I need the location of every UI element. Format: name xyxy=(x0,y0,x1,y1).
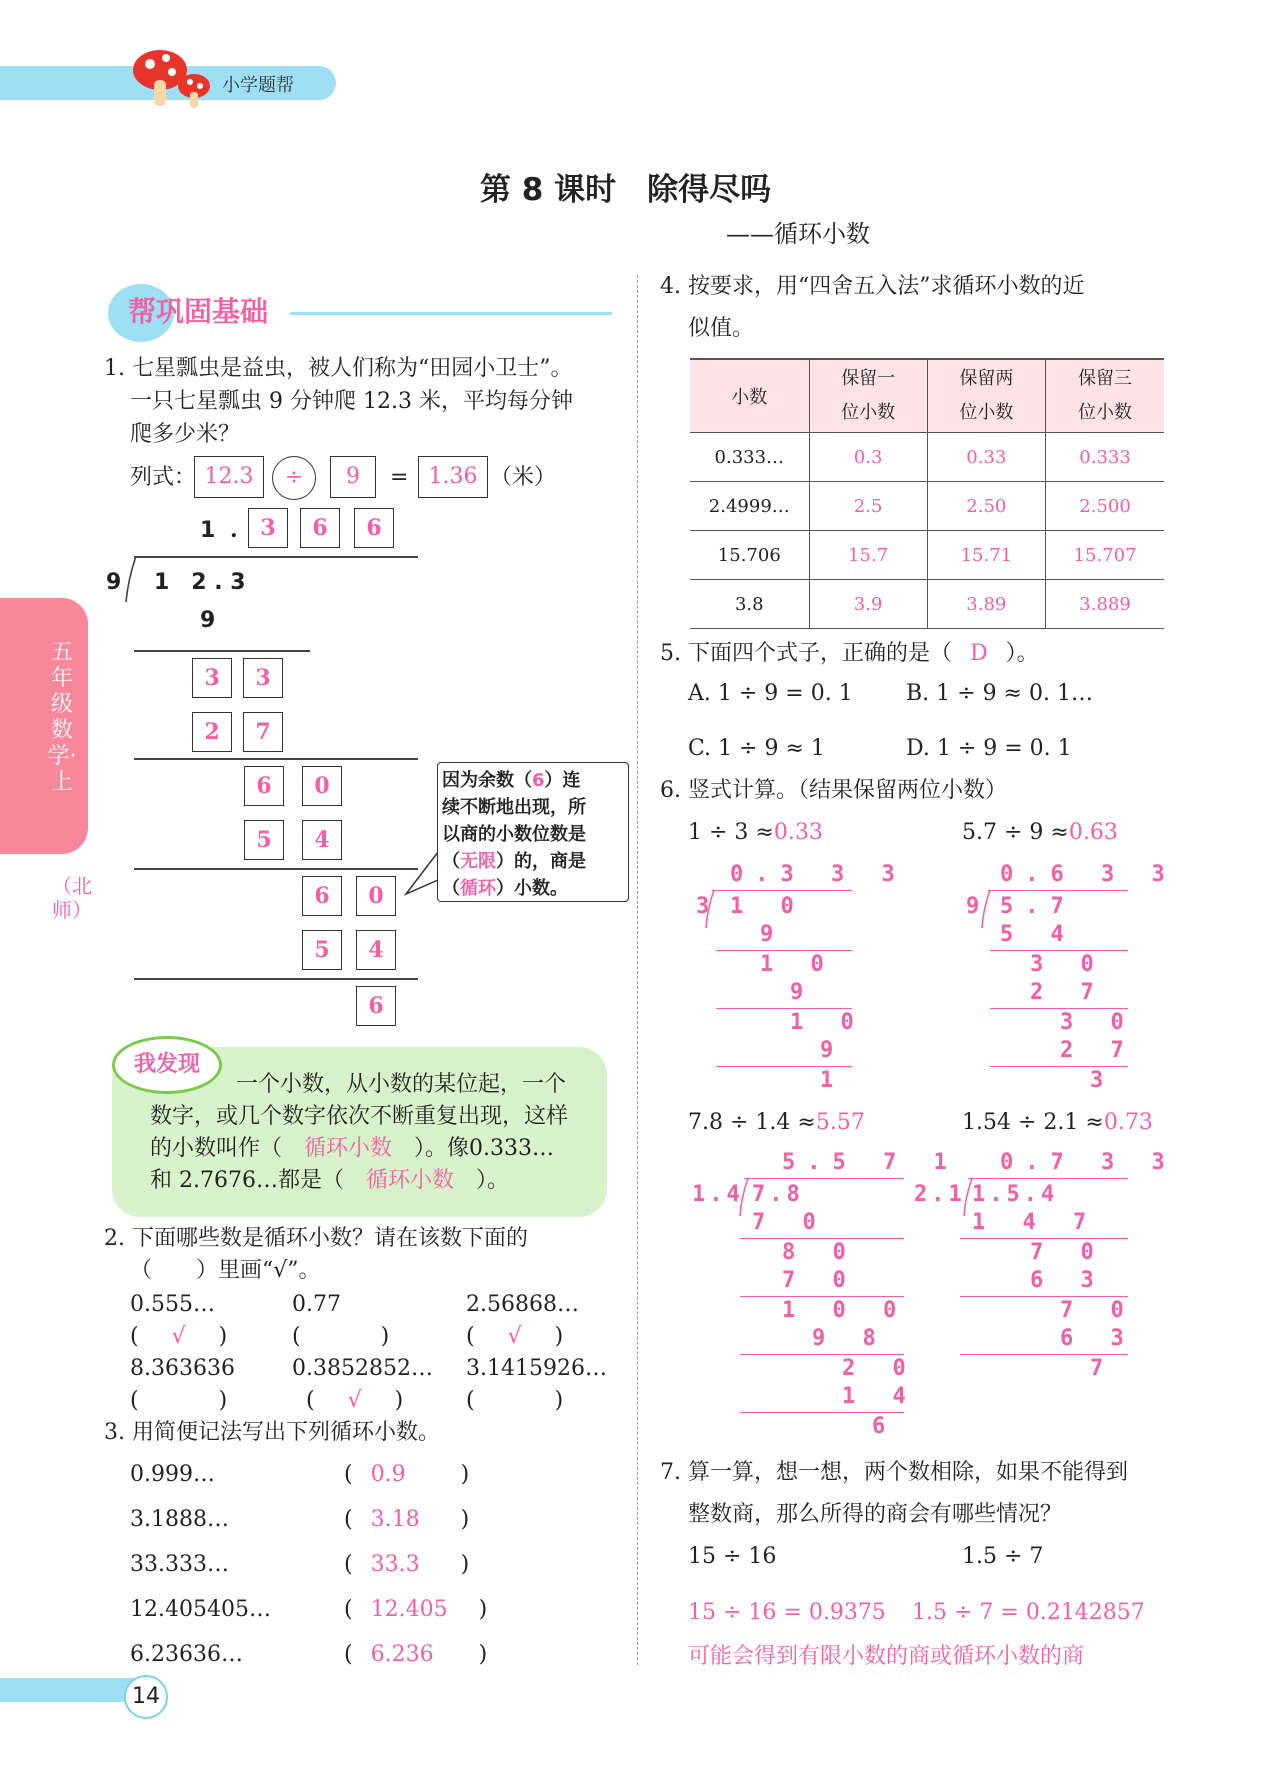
step-line xyxy=(134,978,418,980)
div2-line xyxy=(990,1008,1128,1009)
div2-line xyxy=(990,1066,1128,1067)
lesson-subtitle: ——循环小数 xyxy=(726,220,870,248)
q2-line2: （ ）里画“√”。 xyxy=(130,1258,321,1283)
step-digit: 3 xyxy=(243,658,283,698)
q3-num: 12.405405… xyxy=(130,1597,271,1622)
discover-line2: 数字，或几个数字依次不断重复出现，这样 xyxy=(150,1104,569,1129)
div3-quotient: 5.5 7 1 xyxy=(782,1150,959,1175)
q3-title: 3. 用简便记法写出下列循环小数。 xyxy=(104,1420,440,1445)
div2-remainder: 3 xyxy=(1090,1068,1116,1093)
discover-line1: 一个小数，从小数的某位起，一个 xyxy=(236,1072,567,1097)
div3-step: 7 0 xyxy=(752,1210,828,1235)
cell-answer: 3.9 xyxy=(809,580,927,629)
div4-bar xyxy=(968,1178,1128,1179)
cell-answer: 3.89 xyxy=(927,580,1045,629)
q3-answer: ( 33.3 ) xyxy=(344,1552,470,1577)
footer-band xyxy=(0,1678,140,1702)
result-box: 1.36 xyxy=(418,456,488,498)
cell-answer: 0.3 xyxy=(809,433,927,482)
div3-bar xyxy=(744,1178,904,1179)
div2-step: 5 4 xyxy=(1000,922,1076,947)
q2-num: 2.56868… xyxy=(466,1292,579,1317)
div3-step: 1 0 0 xyxy=(782,1298,909,1323)
q3-answer: ( 3.18 ) xyxy=(344,1507,470,1532)
q7-conclusion: 可能会得到有限小数的商或循环小数的商 xyxy=(688,1644,1085,1669)
cell-decimal: 2.4999… xyxy=(690,482,809,531)
div3-line xyxy=(740,1412,904,1413)
approx-table xyxy=(690,358,1164,629)
div4-step: 6 3 xyxy=(1030,1268,1106,1293)
quotient-digit: 6 xyxy=(354,508,394,548)
q3-answer: ( 0.9 ) xyxy=(344,1462,470,1487)
q5-option-c: C. 1 ÷ 9 ≈ 1 xyxy=(688,736,825,761)
div4-remainder: 7 xyxy=(1090,1356,1116,1381)
div1-step: 9 xyxy=(760,922,786,947)
discover-line4: 和 2.7676…都是（ 循环小数 ）。 xyxy=(150,1168,510,1193)
q5-option-b: B. 1 ÷ 9 ≈ 0. 1… xyxy=(906,681,1093,706)
step-line xyxy=(134,650,310,652)
cell-answer: 0.33 xyxy=(927,433,1045,482)
q7-answer1: 15 ÷ 16 = 0.9375 xyxy=(688,1600,886,1625)
div2-step: 2 7 xyxy=(1060,1038,1136,1063)
q4-line1: 4. 按要求，用“四舍五入法”求循环小数的近 xyxy=(660,274,1085,299)
q1-line3: 爬多少米？ xyxy=(130,422,241,447)
quotient-int: 1 xyxy=(200,518,216,543)
step-digit: 4 xyxy=(302,820,342,860)
div1-line xyxy=(716,950,852,951)
cell-answer: 2.5 xyxy=(809,482,927,531)
div2-quotient: 0.6 3 3 xyxy=(1000,862,1177,887)
q2-num: 0.555… xyxy=(130,1292,215,1317)
div1-bar xyxy=(712,890,852,891)
q3-num: 0.999… xyxy=(130,1462,215,1487)
div3-line xyxy=(740,1296,904,1297)
long-divisor: 9 xyxy=(106,570,122,595)
quotient-dot: . xyxy=(230,517,238,543)
q7-prob2: 1.5 ÷ 7 xyxy=(962,1544,1044,1569)
side-edition-label: （北师） xyxy=(52,874,92,922)
div4-line xyxy=(960,1296,1128,1297)
equals-sign: = xyxy=(390,465,409,490)
div4-step: 7 0 xyxy=(1060,1298,1136,1323)
section-rule xyxy=(290,312,612,315)
step-digit: 5 xyxy=(302,930,342,970)
cell-answer: 2.50 xyxy=(927,482,1045,531)
div4-line xyxy=(960,1354,1128,1355)
div1-step: 1 0 xyxy=(790,1010,866,1035)
step-digit: 3 xyxy=(192,658,232,698)
q2-answer: ( ) xyxy=(130,1388,228,1413)
q7-answer2: 1.5 ÷ 7 = 0.2142857 xyxy=(912,1600,1145,1625)
dividend-box: 12.3 xyxy=(194,456,264,498)
division-bar xyxy=(134,556,418,558)
lesson-title: 第 8 课时 除得尽吗 xyxy=(480,172,772,208)
divisor-box: 9 xyxy=(330,456,376,498)
div3-divisor: 1.4 xyxy=(692,1182,744,1207)
q3-num: 6.23636… xyxy=(130,1642,243,1667)
mushroom-icon xyxy=(128,44,218,114)
div3-step: 8 0 xyxy=(782,1240,858,1265)
div1-line xyxy=(716,1008,852,1009)
q7-prob1: 15 ÷ 16 xyxy=(688,1544,777,1569)
cell-answer: 15.707 xyxy=(1046,531,1164,580)
div1-step: 9 xyxy=(790,980,816,1005)
div2-bar xyxy=(988,890,1128,891)
q2-answer: ( √ ) xyxy=(466,1324,564,1349)
div1-divisor: 3 xyxy=(696,894,722,919)
brand-name: 小学题帮 xyxy=(222,75,294,96)
q2-line1: 2. 下面哪些数是循环小数？请在该数下面的 xyxy=(104,1226,528,1251)
div3-line xyxy=(740,1238,904,1239)
div4-step: 1 4 7 xyxy=(972,1210,1099,1235)
div1-step: 9 xyxy=(820,1038,846,1063)
cell-answer: 0.333 xyxy=(1046,433,1164,482)
div1-remainder: 1 xyxy=(820,1068,846,1093)
q6-title: 6. 竖式计算。（结果保留两位小数） xyxy=(660,778,1007,803)
quotient-digit: 6 xyxy=(300,508,340,548)
step-digit: 0 xyxy=(302,766,342,806)
page-number: 14 xyxy=(124,1675,168,1719)
quotient-digit: 3 xyxy=(248,508,288,548)
step-digit: 0 xyxy=(356,876,396,916)
q5-option-d: D. 1 ÷ 9 = 0. 1 xyxy=(906,736,1072,761)
div4-step: 7 0 xyxy=(1030,1240,1106,1265)
th-three-place: 保留三 位小数 xyxy=(1046,359,1164,433)
q1-line2: 一只七星瓢虫 9 分钟爬 12.3 米，平均每分钟 xyxy=(130,389,573,414)
cell-answer: 15.71 xyxy=(927,531,1045,580)
step-digit: 6 xyxy=(302,876,342,916)
div3-remainder: 6 xyxy=(872,1414,898,1439)
q7-line1: 7. 算一算，想一想，两个数相除，如果不能得到 xyxy=(660,1460,1128,1485)
q2-num: 3.1415926… xyxy=(466,1356,607,1381)
div1-step: 1 0 xyxy=(760,952,836,977)
div4-divisor: 2.1 xyxy=(914,1182,966,1207)
th-decimal: 小数 xyxy=(690,359,809,433)
step-line xyxy=(134,758,418,760)
div3-step: 1 4 xyxy=(842,1384,918,1409)
div1-line xyxy=(716,1066,852,1067)
q3-num: 33.333… xyxy=(130,1552,229,1577)
div2-dividend: 5.7 xyxy=(1000,894,1076,919)
q1-line1: 1. 七星瓢虫是益虫，被人们称为“田园小卫士”。 xyxy=(104,356,573,381)
step-digit: 6 xyxy=(356,986,396,1026)
div4-line xyxy=(960,1238,1128,1239)
q7-line2: 整数商，那么所得的商会有哪些情况？ xyxy=(688,1502,1063,1527)
division-bracket xyxy=(124,556,140,604)
step-line xyxy=(134,868,418,870)
q2-num: 0.77 xyxy=(292,1292,341,1317)
div3-dividend: 7.8 xyxy=(752,1182,804,1207)
div1-dividend: 1 0 xyxy=(730,894,806,919)
unit-label: （米） xyxy=(490,465,557,490)
q5-question: 5. 下面四个式子，正确的是（ D ）。 xyxy=(660,641,1039,666)
div3-line xyxy=(740,1354,904,1355)
div1-quotient: 0.3 3 3 xyxy=(730,862,907,887)
section-title: 帮巩固基础 xyxy=(128,295,269,328)
column-divider xyxy=(637,275,638,1665)
cell-answer: 3.889 xyxy=(1046,580,1164,629)
q4-line2: 似值。 xyxy=(688,316,755,341)
div2-step: 3 0 xyxy=(1030,952,1106,977)
remainder-note: 因为余数（6）连 续不断地出现，所 以商的小数位数是 （无限）的，商是 （循环）小数。 xyxy=(437,762,629,902)
step-digit: 6 xyxy=(244,766,284,806)
q2-answer: ( √ ) xyxy=(306,1388,404,1413)
q2-num: 0.3852852… xyxy=(292,1356,433,1381)
cell-decimal: 15.706 xyxy=(690,531,809,580)
step-digit: 7 xyxy=(243,712,283,752)
q6-prob2: 5.7 ÷ 9 ≈0.63 xyxy=(962,820,1118,845)
q5-option-a: A. 1 ÷ 9 = 0. 1 xyxy=(688,681,853,706)
div4-quotient: 0.7 3 3 xyxy=(1000,1150,1177,1175)
div3-step: 9 8 xyxy=(812,1326,888,1351)
q6-prob1: 1 ÷ 3 ≈0.33 xyxy=(688,820,823,845)
div2-line xyxy=(990,950,1128,951)
q3-answer: ( 12.405 ) xyxy=(344,1597,488,1622)
subtrahend: 9 xyxy=(200,608,216,633)
side-grade-label: 五年级数学·上 xyxy=(47,640,77,795)
th-one-place: 保留一 位小数 xyxy=(809,359,927,433)
div4-dividend: 1.5.4 xyxy=(972,1182,1059,1207)
div2-step: 3 0 xyxy=(1060,1010,1136,1035)
q2-answer: ( ) xyxy=(466,1388,564,1413)
discover-badge: 我发现 xyxy=(112,1036,222,1094)
cell-decimal: 0.333… xyxy=(690,433,809,482)
operator-circle: ÷ xyxy=(272,456,316,500)
div3-step: 2 0 xyxy=(842,1356,918,1381)
div2-step: 2 7 xyxy=(1030,980,1106,1005)
th-two-place: 保留两 位小数 xyxy=(927,359,1045,433)
div4-step: 6 3 xyxy=(1060,1326,1136,1351)
step-digit: 2 xyxy=(192,712,232,752)
q2-answer: ( √ ) xyxy=(130,1324,228,1349)
step-digit: 5 xyxy=(244,820,284,860)
cell-decimal: 3.8 xyxy=(690,580,809,629)
q6-prob4: 1.54 ÷ 2.1 ≈0.73 xyxy=(962,1110,1153,1135)
long-dividend: 1 2 . 3 xyxy=(154,570,246,595)
q6-prob3: 7.8 ÷ 1.4 ≈5.57 xyxy=(688,1110,865,1135)
q3-answer: ( 6.236 ) xyxy=(344,1642,488,1667)
cell-answer: 2.500 xyxy=(1046,482,1164,531)
div2-divisor: 9 xyxy=(966,894,992,919)
div3-step: 7 0 xyxy=(782,1268,858,1293)
step-digit: 4 xyxy=(356,930,396,970)
discover-line3: 的小数叫作（ 循环小数 ）。像0.333… xyxy=(150,1136,555,1161)
cell-answer: 15.7 xyxy=(809,531,927,580)
q2-num: 8.363636 xyxy=(130,1356,235,1381)
formula-label: 列式： xyxy=(130,465,197,490)
q3-num: 3.1888… xyxy=(130,1507,229,1532)
q2-answer: ( ) xyxy=(292,1324,390,1349)
